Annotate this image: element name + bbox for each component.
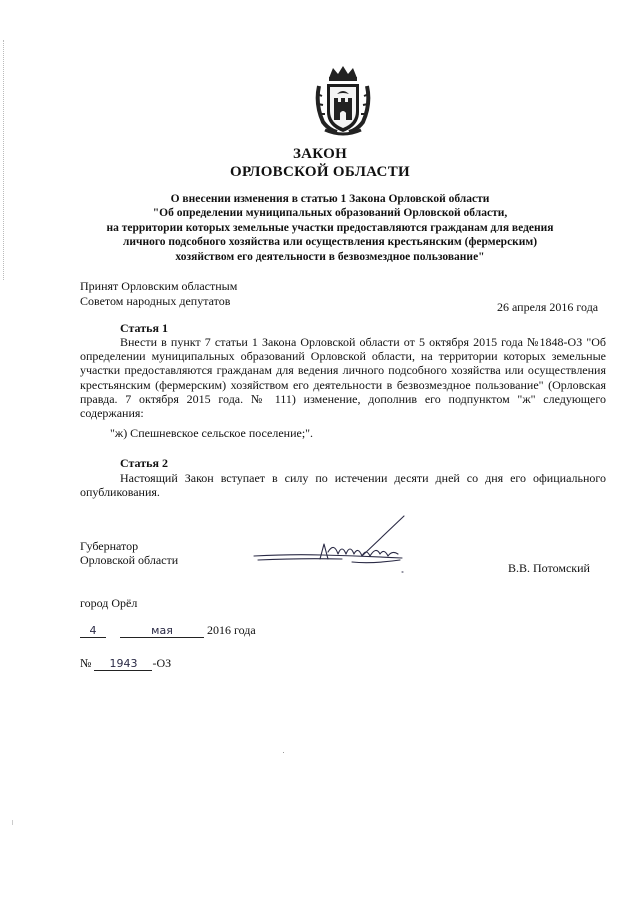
adoption-date: 26 апреля 2016 года <box>497 300 599 314</box>
signature-icon <box>252 514 412 576</box>
subject-line: личного подсобного хозяйства или осуществления крестьянским (фермерским) <box>122 236 538 249</box>
coat-of-arms-icon <box>313 64 373 138</box>
document-region: ОРЛОВСКОЙ ОБЛАСТИ <box>230 164 410 180</box>
city: город Орёл <box>80 596 138 610</box>
document-title: ЗАКОН <box>292 146 348 162</box>
number-suffix: -ОЗ <box>152 656 172 670</box>
date-year: 2016 года <box>207 623 256 637</box>
adoption-body-line2: Советом народных депутатов <box>80 294 231 308</box>
article1-text: Внести в пункт 7 статьи 1 Закона Орловской области от 5 октября 2015 года №1848-ОЗ "Об определении муниципальных образований Орловской области, на территории которых земельные участки предоставляются гражданам для ведения личного подсобного хозяйства или осуществления крестьянским (фермерским) хозяйством его деятельности в безвозмездное пользование" (Орловская правда. 7 октября 2015 года. № 111) изменение, дополнив его подпунктом "ж" следующего содержания: <box>80 335 606 421</box>
article2-heading: Статья 2 <box>120 456 168 470</box>
subject-line: на территории которых земельные участки предоставляются гражданам для ведения <box>106 221 554 234</box>
article1-quote: "ж) Спешневское сельское поселение;". <box>110 426 314 440</box>
law-subject <box>60 192 600 264</box>
article2-text: Настоящий Закон вступает в силу по истечении десяти дней со дня его официального опубликования. <box>80 471 606 500</box>
signatory-title-line2: Орловской области <box>80 553 179 567</box>
law-number <box>80 656 171 671</box>
subject-line: "Об определении муниципальных образований Орловской области, <box>152 207 508 220</box>
signatory-name: В.В. Потомский <box>508 561 590 575</box>
date-day: 4 <box>80 624 106 638</box>
signing-date <box>80 623 256 638</box>
subject-line: О внесении изменения в статью 1 Закона Орловской области <box>170 193 490 205</box>
scan-speck <box>283 752 284 753</box>
number-value: 1943 <box>94 657 152 671</box>
date-month: мая <box>120 624 204 638</box>
number-sign: № <box>80 656 92 670</box>
adoption-body-line1: Принят Орловским областным <box>80 279 238 293</box>
subject-line: хозяйством его деятельности в безвозмездное пользование" <box>175 250 485 263</box>
signatory-title-line1: Губернатор <box>80 539 139 553</box>
scan-speck <box>12 820 13 825</box>
article1-heading: Статья 1 <box>120 321 168 335</box>
